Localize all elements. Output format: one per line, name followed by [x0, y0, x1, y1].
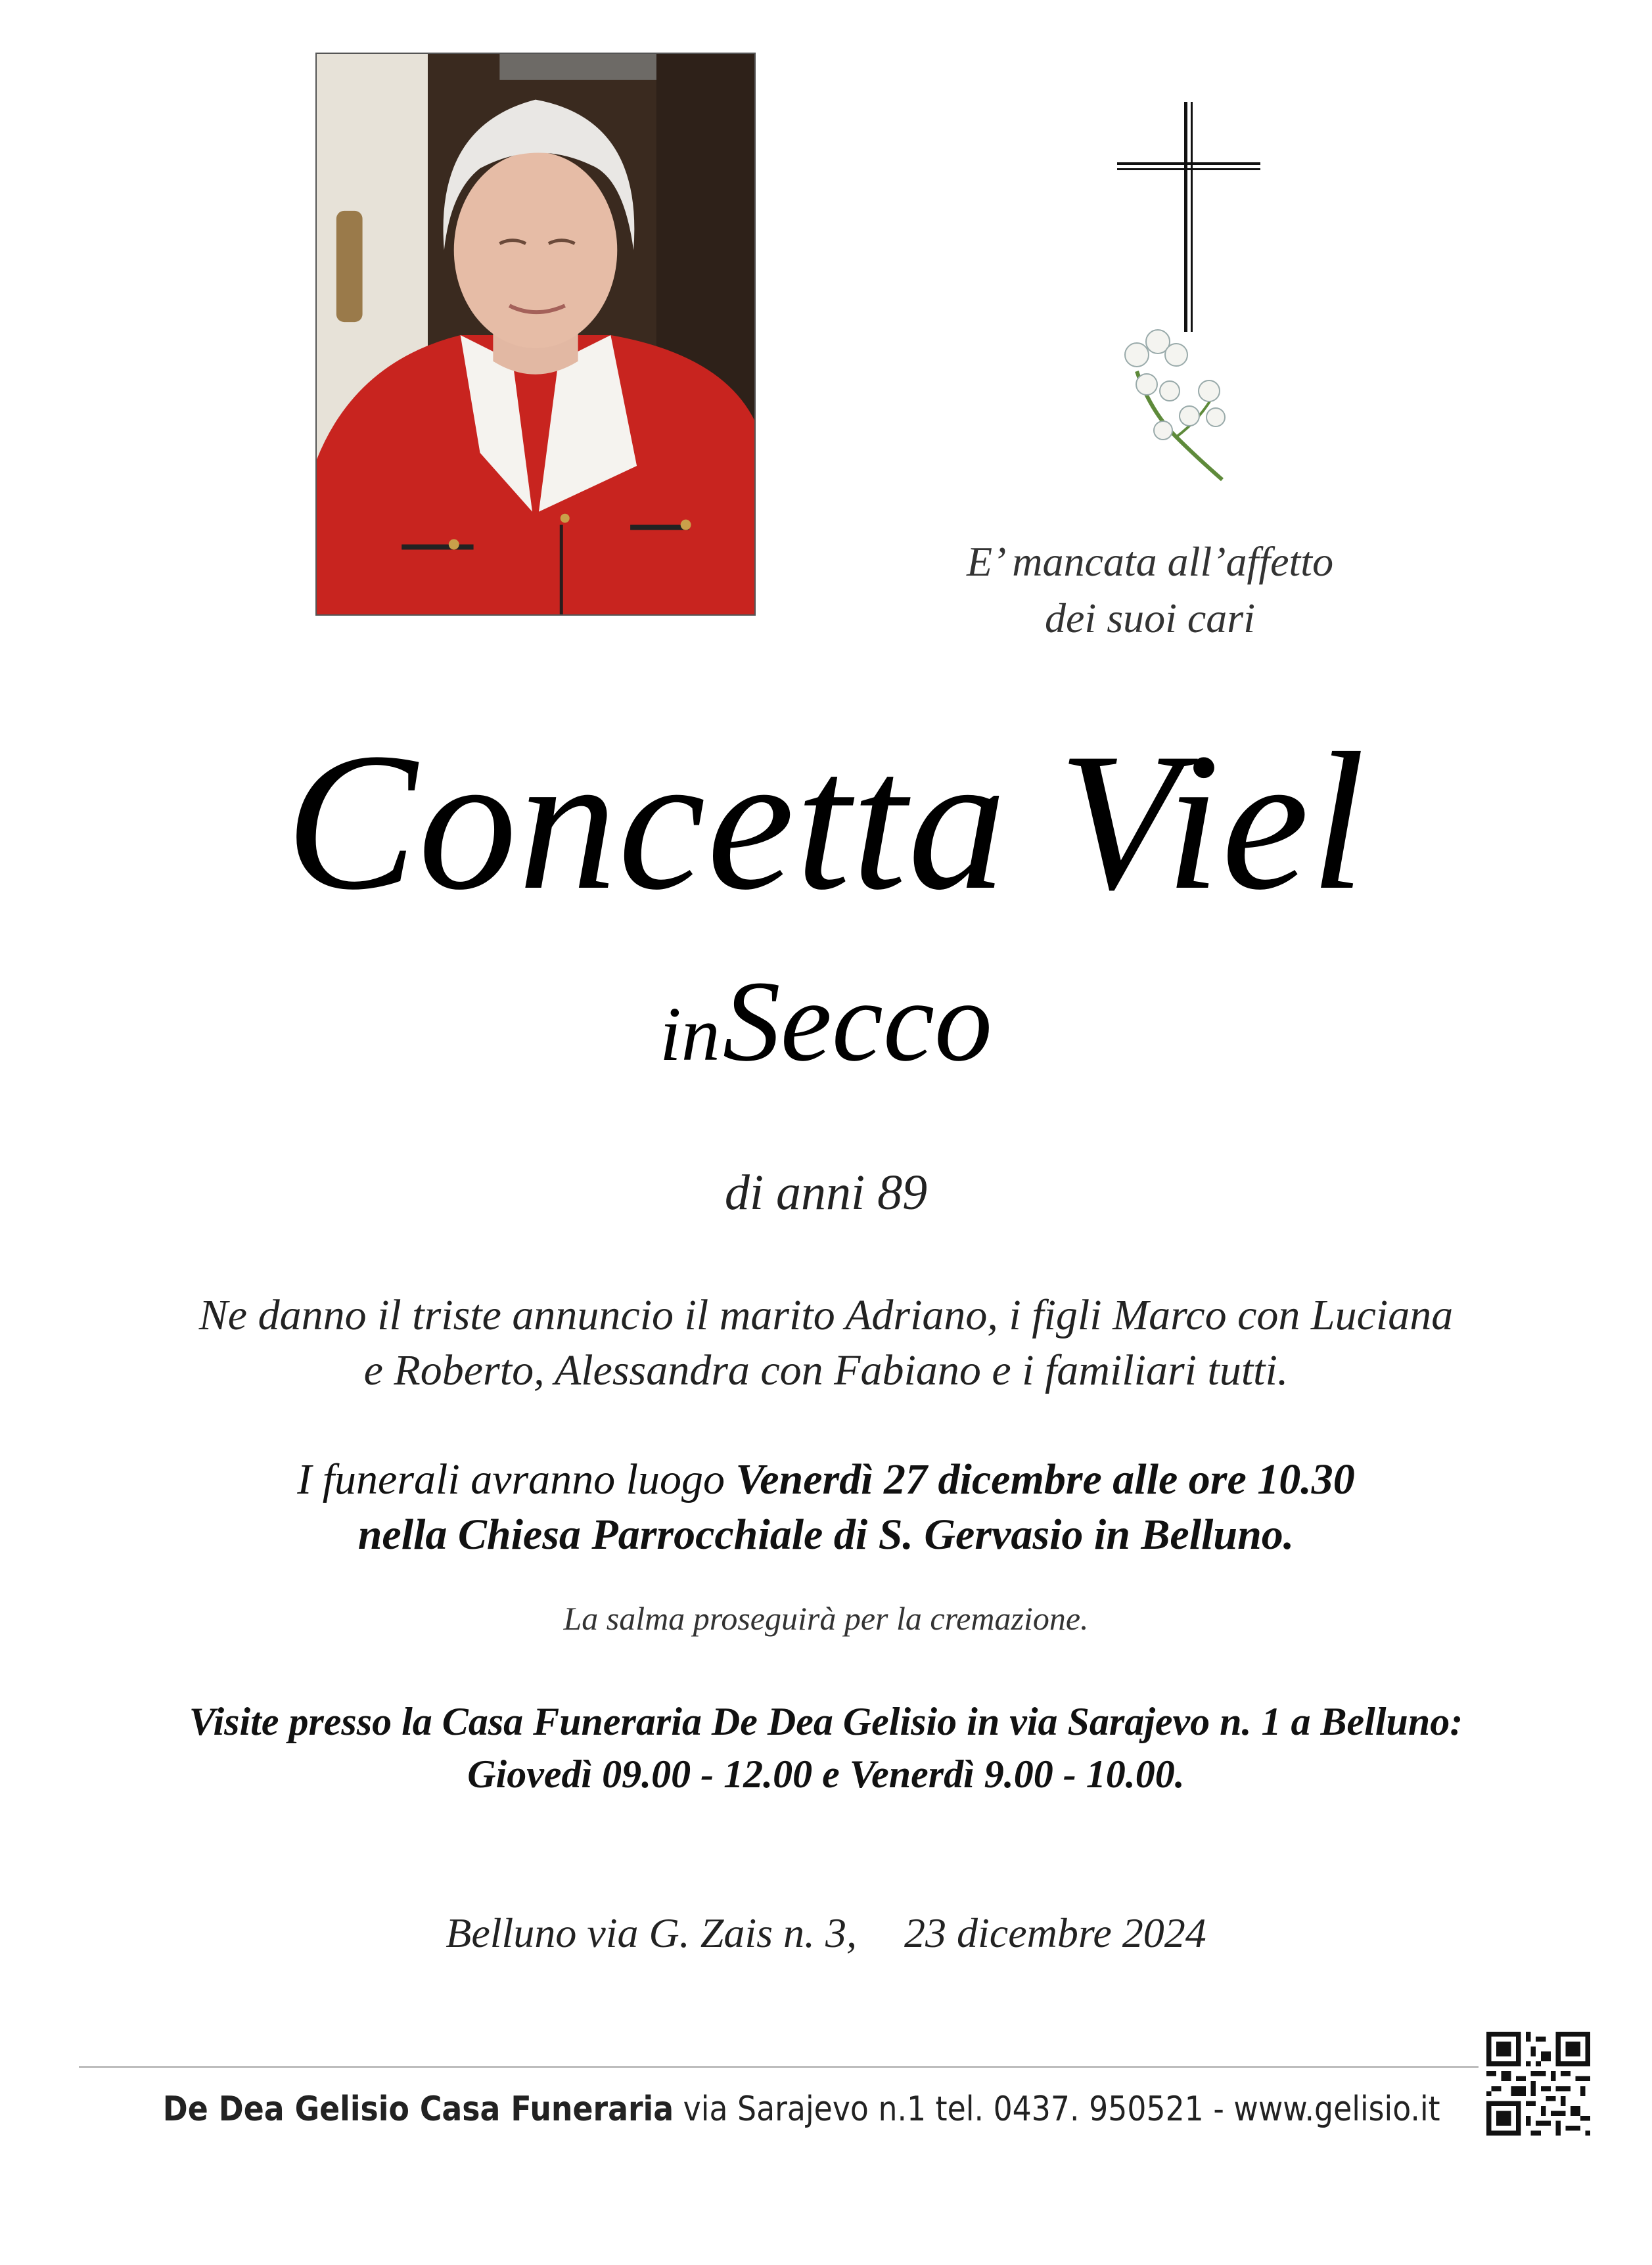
place: Belluno via G. Zais n. 3, [446, 1910, 857, 1956]
place-and-date [0, 1906, 1652, 1961]
announcement-line-2: e Roberto, Alessandra con Fabiano e i familiari tutti. [363, 1346, 1289, 1394]
visits-line-2: Giovedì 09.00 - 12.00 e Venerdì 9.00 - 10.00. [467, 1752, 1185, 1796]
married-prefix: in [659, 991, 720, 1077]
cross-with-flower [1111, 102, 1268, 496]
deceased-name: Concetta Viel [285, 712, 1367, 930]
date: 23 dicembre 2024 [904, 1910, 1206, 1956]
qr-code-icon[interactable] [1486, 2032, 1590, 2136]
funeral-line-1 [66, 1452, 1586, 1507]
funeral-location: nella Chiesa Parrocchiale di S. Gervasio in Belluno. [357, 1511, 1295, 1559]
married-surname: Secco [722, 957, 993, 1086]
funeral-intro: I funerali avranno luogo [297, 1455, 725, 1503]
married-name [0, 956, 1652, 1123]
portrait-photo [315, 53, 756, 616]
lily-of-the-valley-icon [1125, 330, 1225, 480]
announcement-line-1: Ne danno il triste annuncio il marito Adriano, i figli Marco con Luciana [198, 1291, 1454, 1339]
cross-icon [1111, 102, 1268, 496]
visits-info [53, 1695, 1599, 1800]
intro-text [854, 534, 1446, 647]
footer-company: De Dea Gelisio Casa Funeraria [162, 2090, 674, 2129]
visits-line-1: Visite presso la Casa Funeraria De Dea Gelisio in via Sarajevo n. 1 a Belluno: [189, 1700, 1463, 1743]
announcement [66, 1288, 1586, 1398]
footer-details: via Sarajevo n.1 tel. 0437. 950521 - www.gelisio.it [674, 2090, 1440, 2129]
footer-divider [79, 2066, 1479, 2068]
funeral-info [66, 1452, 1586, 1563]
intro-line-2: dei suoi cari [1045, 595, 1255, 641]
age: di anni 89 [724, 1165, 928, 1220]
footer [162, 2080, 1440, 2139]
cremation-note: La salma proseguirà per la cremazione. [563, 1600, 1089, 1637]
funeral-datetime: Venerdì 27 dicembre alle ore 10.30 [735, 1455, 1355, 1503]
portrait-image [317, 54, 754, 614]
intro-line-1: E’ mancata all’affetto [966, 538, 1334, 585]
